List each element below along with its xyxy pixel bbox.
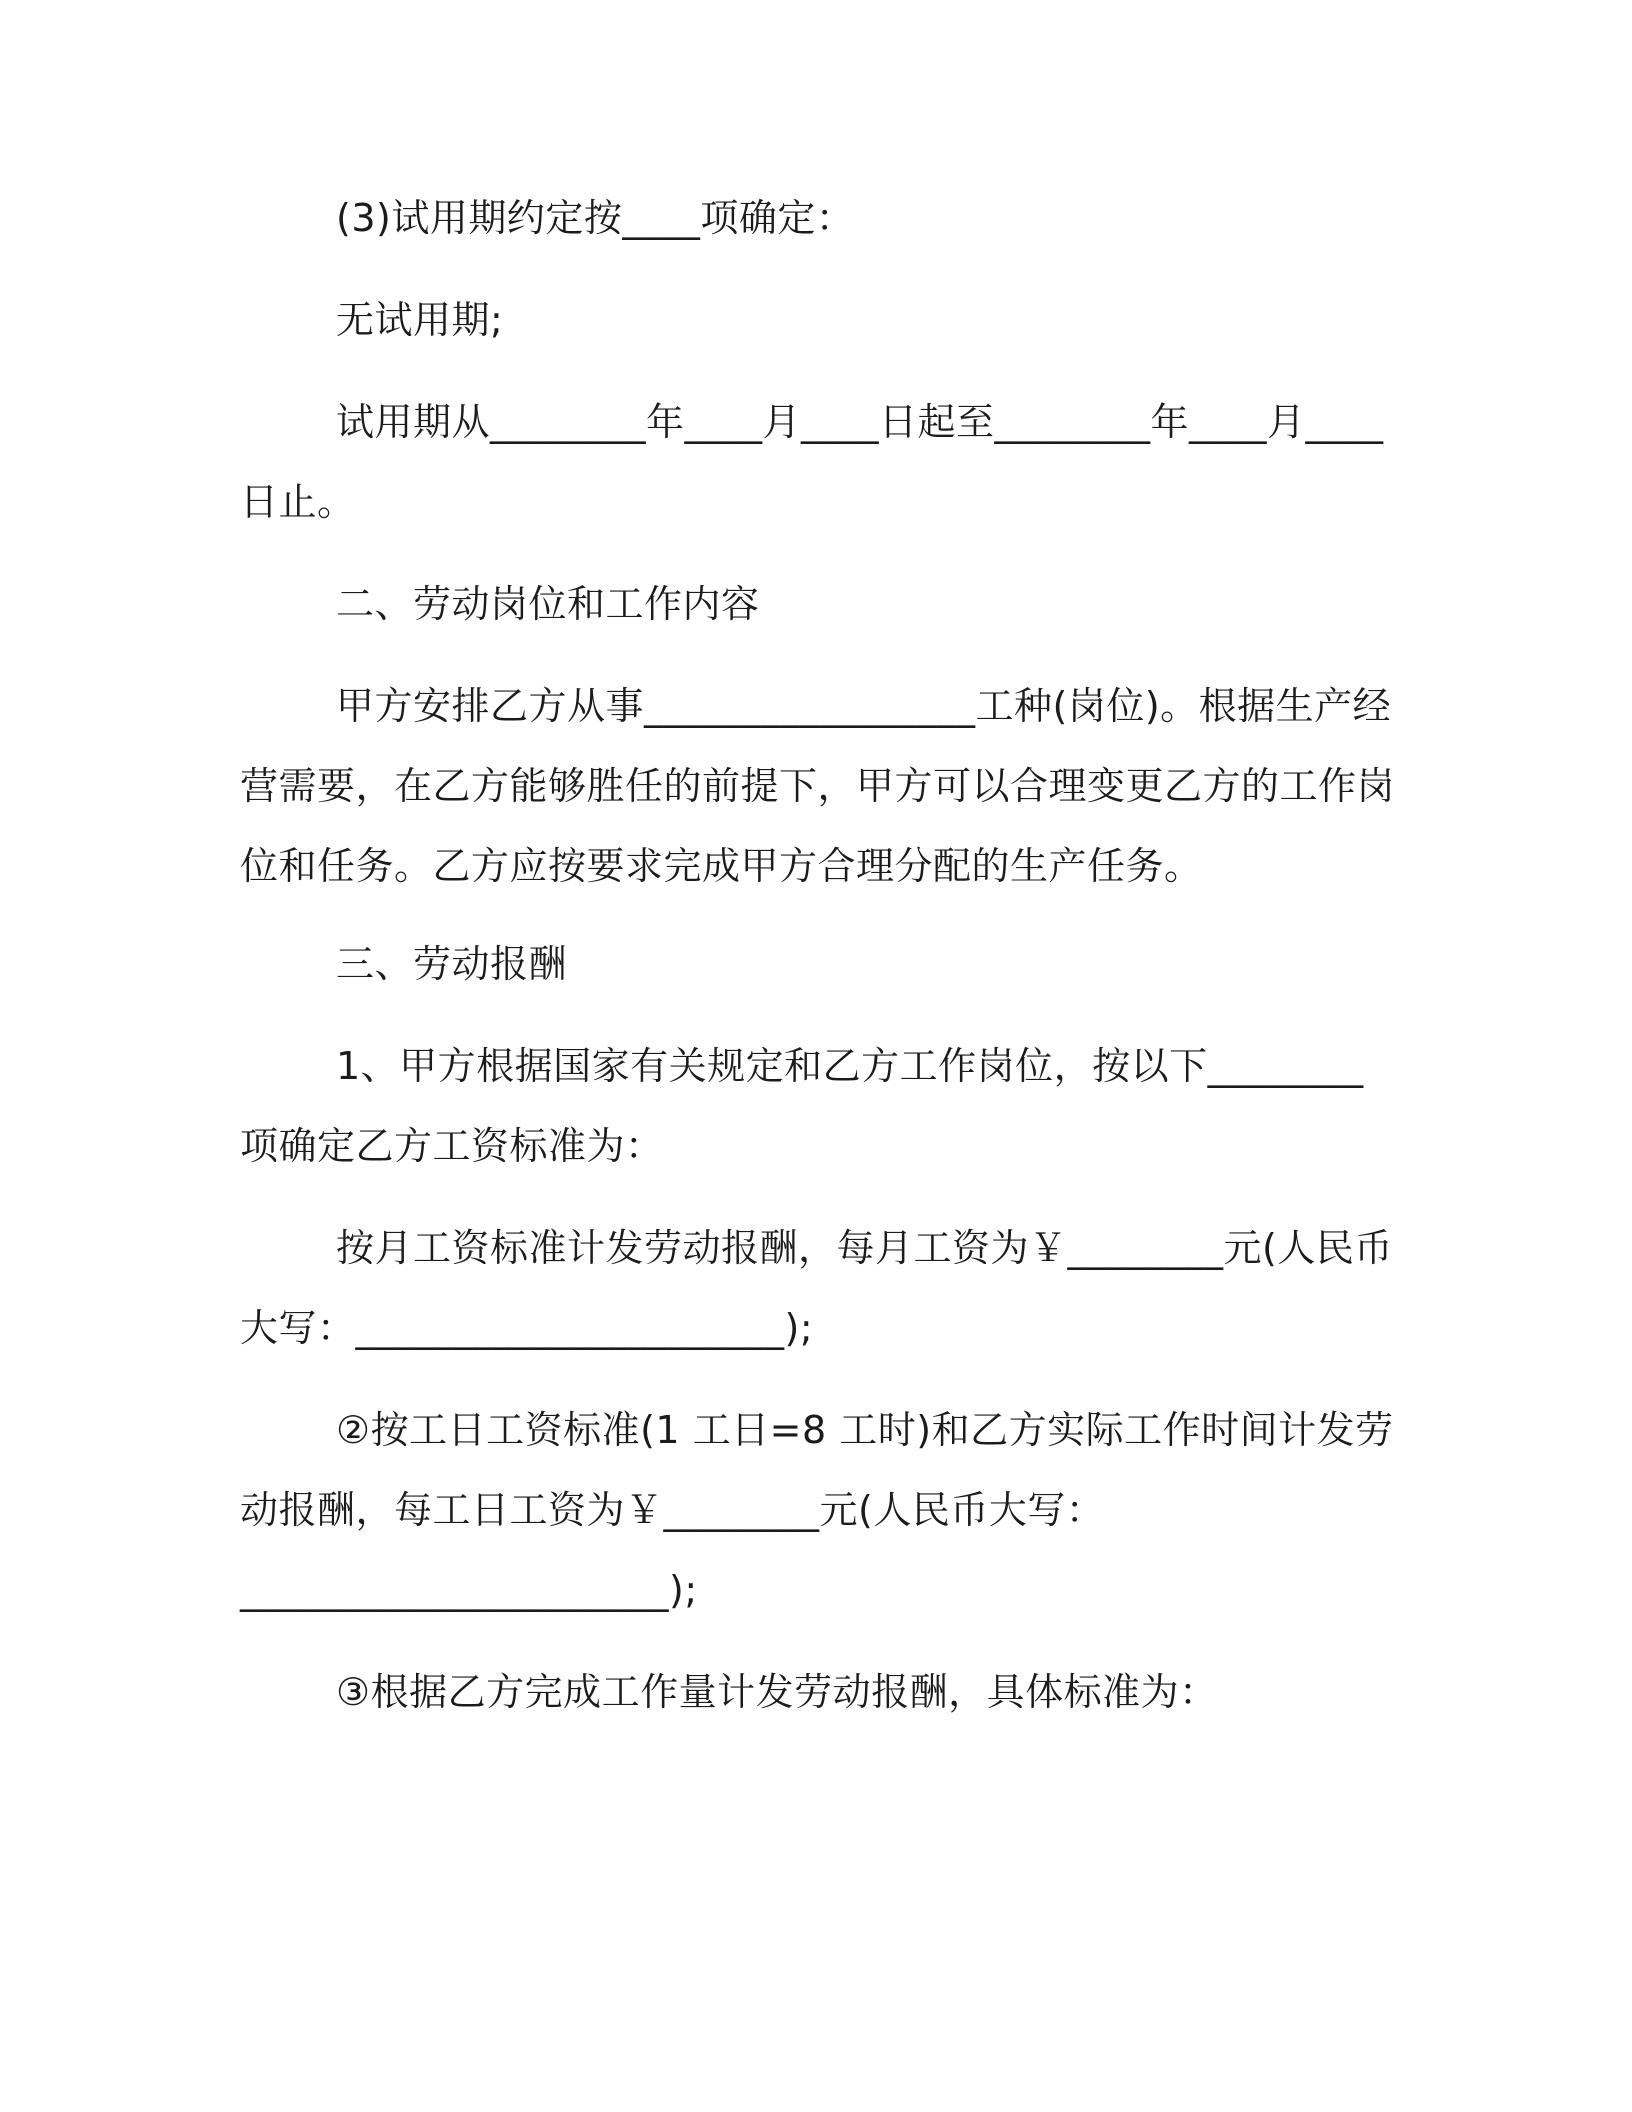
paragraph-probation-period: 试用期从________年____月____日起至________年____月____日止。	[240, 400, 1384, 524]
paragraph-monthly-wage: 按月工资标准计发劳动报酬，每月工资为￥________元(人民币大写：______________________);	[240, 1226, 1393, 1350]
paragraph-daily-wage: ②按工日工资标准(1 工日=8 工时)和乙方实际工作时间计发劳动报酬，每工日工资为￥________元(人民币大写：______________________);	[240, 1408, 1394, 1612]
paragraph-no-probation: 无试用期;	[336, 298, 504, 342]
paragraph-job-assignment: 甲方安排乙方从事_________________工种(岗位)。根据生产经营需要，在乙方能够胜任的前提下，甲方可以合理变更乙方的工作岗位和任务。乙方应按要求完成甲方合理分配的生产任务。	[240, 684, 1396, 888]
paragraph-piece-rate: ③根据乙方完成工作量计发劳动报酬，具体标准为：	[336, 1670, 1218, 1714]
section-heading-job: 二、劳动岗位和工作内容	[336, 582, 760, 626]
paragraph-wage-standard: 1、甲方根据国家有关规定和乙方工作岗位，按以下________项确定乙方工资标准为：	[240, 1044, 1364, 1168]
paragraph-probation-option: (3)试用期约定按____项确定：	[336, 196, 855, 240]
section-heading-remuneration: 三、劳动报酬	[336, 942, 568, 986]
